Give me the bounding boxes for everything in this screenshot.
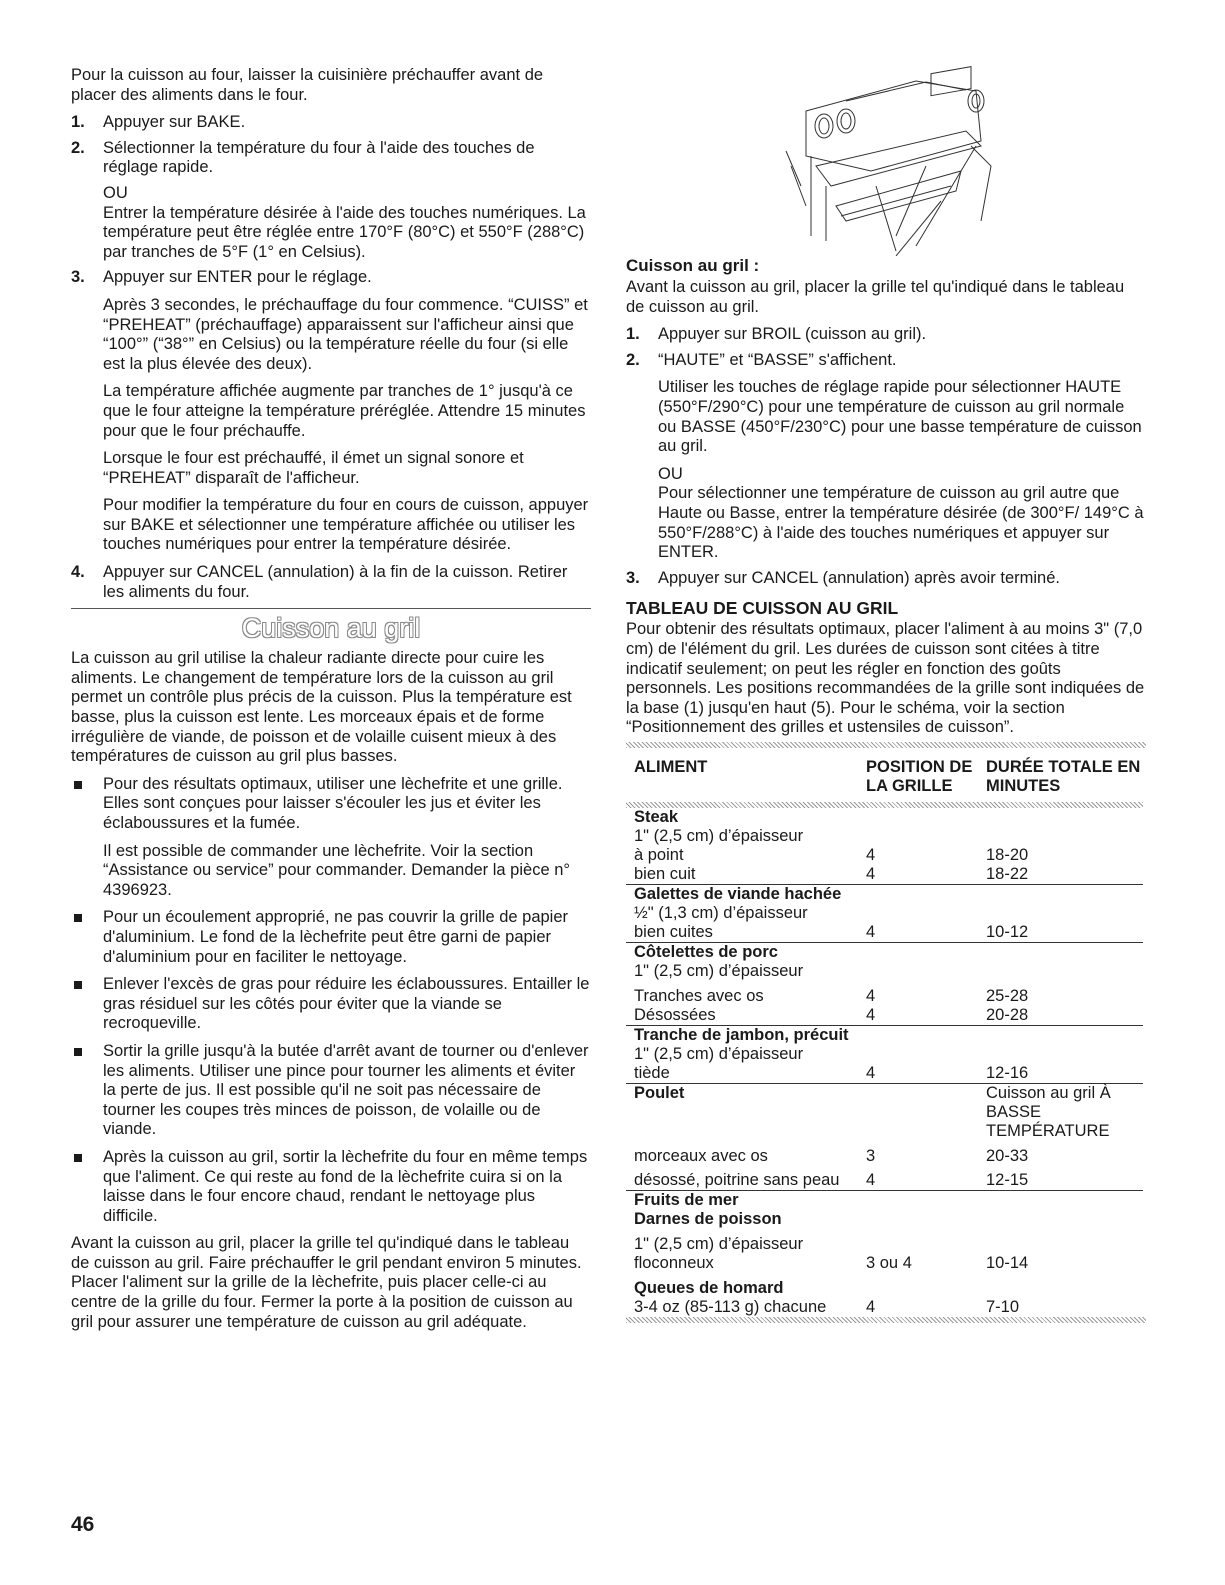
tip-text: Sortir la grille jusqu'à la butée d'arrêt avant de tourner ou d'enlever les aliments. Utiliser une pince pour tourner les aliments et éviter la perte de jus. Il est possible qu'il ne soit pas nécessaire de tourner les coupes très minces de poisson, de volaille ou de viande. bbox=[103, 1041, 589, 1139]
step-text: Appuyer sur ENTER pour le réglage. bbox=[103, 268, 372, 287]
step-number: 2. bbox=[71, 138, 85, 157]
cell-duration: 12-16 bbox=[978, 1064, 1143, 1084]
broil-step-2 bbox=[626, 351, 1146, 563]
table-row bbox=[626, 1190, 1143, 1210]
tip-extra: Il est possible de commander une lèchefrite. Voir la section “Assistance ou service” pour commander. Demander la pièce n° 4396923. bbox=[103, 841, 570, 899]
table-row bbox=[626, 923, 1143, 943]
step-number: 3. bbox=[626, 568, 640, 587]
cell-duration: 20-33 bbox=[986, 1146, 1029, 1165]
step-text: Appuyer sur BAKE. bbox=[103, 113, 246, 132]
cell-position: 4 bbox=[858, 1064, 978, 1084]
step-para: Après 3 secondes, le préchauffage du four commence. “CUISS” et “PREHEAT” (préchauffage) apparaissent sur l'afficheur ainsi que “100°” (“38°” en Celsius) ou la température réelle du four (si elle est la plus élevée des deux). bbox=[103, 295, 588, 373]
tip-item bbox=[71, 1148, 591, 1226]
tip-item bbox=[71, 975, 591, 1034]
step-text: Sélectionner la température du four à l'aide des touches de réglage rapide. bbox=[103, 138, 535, 177]
cell-food: 1" (2,5 cm) d’épaisseur bbox=[634, 826, 804, 845]
table-row bbox=[626, 1298, 1143, 1317]
broil-heading: Cuisson au gril : bbox=[626, 256, 760, 275]
header-position: POSITION DE LA GRILLE bbox=[866, 757, 973, 795]
group-title: Tranche de jambon, précuit bbox=[634, 1025, 849, 1044]
tip-item bbox=[71, 775, 591, 901]
cell-food: morceaux avec os bbox=[634, 1146, 768, 1165]
cell-position: 3 bbox=[866, 1146, 876, 1165]
step-para: La température affichée augmente par tranches de 1° jusqu'à ce que le four atteigne la température préréglée. Attendre 15 minutes pour que le four préchauffe. bbox=[103, 382, 586, 440]
cell-food: floconneux bbox=[634, 1253, 714, 1272]
closing-paragraph: Avant la cuisson au gril, placer la grille tel qu'indiqué dans le tableau de cuisson au gril. Faire préchauffer le gril pendant environ 5 minutes. Placer l'aliment sur la grille de la lèchefrite, puis placer celle-ci au centre de la grille du four. Fermer la porte à la position de cuisson au gril pour assurer une température de cuisson au gril adéquate. bbox=[71, 1234, 582, 1331]
cell-position: 3 ou 4 bbox=[866, 1253, 912, 1272]
cell-duration-note: Cuisson au gril À BASSE TEMPÉRATURE bbox=[986, 1083, 1111, 1140]
group-title: Fruits de mer bbox=[634, 1190, 739, 1209]
broil-tips bbox=[71, 775, 591, 1226]
or-label: OU bbox=[103, 183, 128, 202]
table-row bbox=[626, 1147, 1143, 1171]
table-row bbox=[626, 1254, 1143, 1279]
page-number: 46 bbox=[71, 1513, 95, 1536]
cell-position: 4 bbox=[866, 845, 876, 864]
table-row bbox=[626, 942, 1143, 962]
table-row bbox=[626, 1210, 1143, 1235]
cell-duration: 10-12 bbox=[978, 923, 1143, 943]
square-bullet-icon bbox=[74, 914, 82, 922]
table-top-rule bbox=[626, 742, 1146, 748]
cell-food: à point bbox=[634, 845, 684, 864]
cell-position: 4 bbox=[858, 923, 978, 943]
table-row bbox=[626, 846, 1143, 865]
table-row bbox=[626, 904, 1143, 923]
cell-food: 1" (2,5 cm) d’épaisseur bbox=[634, 1234, 804, 1253]
broil-step-3 bbox=[626, 569, 1146, 589]
square-bullet-icon bbox=[74, 981, 82, 989]
cell-duration: 20-28 bbox=[978, 1006, 1143, 1026]
table-row bbox=[626, 884, 1143, 904]
left-column bbox=[71, 66, 591, 1340]
table-row bbox=[626, 1045, 1143, 1064]
table-row bbox=[626, 1006, 1143, 1026]
right-column bbox=[626, 66, 1146, 1323]
table-row bbox=[626, 865, 1143, 885]
cell-food: ½" (1,3 cm) d’épaisseur bbox=[634, 903, 808, 922]
cell-food: Désossées bbox=[626, 1006, 858, 1026]
bake-steps bbox=[71, 113, 591, 602]
group-title: Steak bbox=[634, 807, 679, 826]
bake-step-2 bbox=[71, 139, 591, 263]
step-para: Pour modifier la température du four en cours de cuisson, appuyer sur BAKE et sélectionner une température affichée ou utiliser les touches numériques pour entrer la température désirée. bbox=[103, 496, 589, 554]
step-number: 1. bbox=[71, 113, 85, 132]
cell-food: tiède bbox=[626, 1064, 858, 1084]
table-row bbox=[626, 827, 1143, 846]
square-bullet-icon bbox=[74, 1048, 82, 1056]
table-title: TABLEAU DE CUISSON AU GRIL bbox=[626, 598, 899, 619]
section-title: Cuisson au gril bbox=[241, 613, 421, 644]
tip-text: Pour des résultats optimaux, utiliser une lèchefrite et une grille. Elles sont conçues pour laisser s'écouler les jus et éviter les éclaboussures et la fumée. bbox=[103, 774, 563, 832]
step-number: 3. bbox=[71, 268, 85, 287]
table-row bbox=[626, 1171, 1143, 1191]
table-row bbox=[626, 808, 1143, 827]
square-bullet-icon bbox=[74, 781, 82, 789]
cell-position: 4 bbox=[858, 1006, 978, 1026]
cell-food: désossé, poitrine sans peau bbox=[626, 1171, 858, 1191]
step-para: Utiliser les touches de réglage rapide pour sélectionner HAUTE (550°F/290°C) pour une température de cuisson au gril normale ou BASSE (450°F/230°C) pour une basse température de cuisson au gril. bbox=[658, 378, 1142, 456]
cell-duration: 12-15 bbox=[978, 1171, 1143, 1191]
step-text: Appuyer sur CANCEL (annulation) après avoir terminé. bbox=[658, 568, 1060, 587]
cell-food: 3-4 oz (85-113 g) chacune bbox=[634, 1297, 827, 1316]
tip-item bbox=[71, 1042, 591, 1140]
cell-position: 4 bbox=[866, 986, 876, 1005]
broil-step-1 bbox=[626, 325, 1146, 345]
cell-duration: 7-10 bbox=[986, 1297, 1020, 1316]
cell-food: Tranches avec os bbox=[634, 986, 764, 1005]
cell-duration: 18-22 bbox=[978, 865, 1143, 885]
tip-text: Après la cuisson au gril, sortir la lèchefrite du four en même temps que l'aliment. Ce qui reste au fond de la lèchefrite cuira si on la laisse dans le four encore chaud, rendant le nettoyage plus difficile. bbox=[103, 1147, 588, 1225]
cell-duration: 18-20 bbox=[986, 845, 1029, 864]
oven-control-illustration bbox=[776, 56, 1006, 256]
table-row bbox=[626, 1025, 1143, 1045]
group-subtitle: Darnes de poisson bbox=[634, 1209, 782, 1228]
bake-intro: Pour la cuisson au four, laisser la cuisinière préchauffer avant de placer des aliments dans le four. bbox=[71, 66, 544, 104]
or-label: OU bbox=[658, 464, 683, 483]
table-row bbox=[626, 987, 1143, 1006]
step-alt: Entrer la température désirée à l'aide des touches numériques. La température peut être réglée entre 170°F (80°C) et 550°F (288°C) par tranches de 5°F (1° en Celsius). bbox=[103, 203, 586, 261]
table-row bbox=[626, 1083, 1143, 1147]
bake-step-1 bbox=[71, 113, 591, 133]
step-text: “HAUTE” et “BASSE” s'affichent. bbox=[658, 350, 897, 369]
cell-food: bien cuit bbox=[626, 865, 858, 885]
group-title: Galettes de viande hachée bbox=[634, 884, 842, 903]
table-header-row bbox=[626, 754, 1143, 802]
group-title: Côtelettes de porc bbox=[634, 942, 778, 961]
section-intro: La cuisson au gril utilise la chaleur radiante directe pour cuire les aliments. Le changement de température lors de la cuisson au gril permet un contrôle plus précis de la cuisson. Plus la température est basse, plus la cuisson est lente. Les morceaux épais et de forme irrégulière de viande, de poisson et de volaille cuisent mieux à des températures de cuisson au gril plus basses. bbox=[71, 649, 572, 766]
tip-text: Enlever l'excès de gras pour réduire les éclaboussures. Entailler le gras résiduel sur les côtés pour éviter que la viande se recroqueville. bbox=[103, 975, 590, 1033]
broil-steps bbox=[626, 325, 1146, 588]
table-row bbox=[626, 1064, 1143, 1084]
header-duree: DURÉE TOTALE EN MINUTES bbox=[986, 757, 1141, 795]
step-number: 4. bbox=[71, 563, 85, 582]
step-alt: Pour sélectionner une température de cuisson au gril autre que Haute ou Basse, entrer la température désirée (de 300°F/ 149°C à 550°F/288°C) à l'aide des touches numériques et appuyer sur ENTER. bbox=[658, 484, 1144, 562]
step-number: 1. bbox=[626, 325, 640, 344]
cell-food: 1" (2,5 cm) d’épaisseur bbox=[634, 961, 804, 980]
step-number: 2. bbox=[626, 350, 640, 369]
section-divider bbox=[71, 608, 591, 609]
broil-intro: Avant la cuisson au gril, placer la grille tel qu'indiqué dans le tableau de cuisson au gril. bbox=[626, 278, 1125, 316]
square-bullet-icon bbox=[74, 1154, 82, 1162]
cell-food: 1" (2,5 cm) d’épaisseur bbox=[634, 1044, 804, 1063]
oven-door-icon bbox=[776, 56, 1006, 256]
bake-step-3 bbox=[71, 268, 591, 555]
group-title: Poulet bbox=[634, 1083, 685, 1102]
table-row bbox=[626, 1235, 1143, 1254]
table-row bbox=[626, 962, 1143, 987]
group-subtitle: Queues de homard bbox=[634, 1278, 784, 1297]
table-row bbox=[626, 1279, 1143, 1298]
table-bottom-rule bbox=[626, 1317, 1146, 1323]
bake-step-4 bbox=[71, 563, 591, 602]
cell-food: bien cuites bbox=[626, 923, 858, 943]
cell-duration: 10-14 bbox=[986, 1253, 1029, 1272]
cell-position: 4 bbox=[858, 865, 978, 885]
tip-text: Pour un écoulement approprié, ne pas couvrir la grille de papier d'aluminium. Le fond de la lèchefrite peut être garni de papier d'aluminium pour en faciliter le nettoyage. bbox=[103, 908, 569, 966]
step-para: Lorsque le four est préchauffé, il émet un signal sonore et “PREHEAT” disparaît de l'afficheur. bbox=[103, 449, 524, 487]
table-intro: Pour obtenir des résultats optimaux, placer l'aliment à au moins 3" (7,0 cm) de l'élément du gril. Les durées de cuisson sont citées à titre indicatif seulement; on peut les régler en fonction des goûts personnels. Les positions recommandées de la grille sont indiquées de la base (1) jusqu'en haut (5). Pour le schéma, voir la section “Positionnement des grilles et ustensiles de cuisson”. bbox=[626, 620, 1145, 737]
tip-item bbox=[71, 908, 591, 967]
cell-position: 4 bbox=[858, 1171, 978, 1191]
header-aliment: ALIMENT bbox=[634, 757, 708, 776]
cell-position: 4 bbox=[866, 1297, 876, 1316]
step-text: Appuyer sur CANCEL (annulation) à la fin de la cuisson. Retirer les aliments du four. bbox=[103, 563, 568, 601]
cell-duration: 25-28 bbox=[986, 986, 1029, 1005]
step-text: Appuyer sur BROIL (cuisson au gril). bbox=[658, 325, 927, 344]
broil-table bbox=[626, 754, 1143, 1317]
